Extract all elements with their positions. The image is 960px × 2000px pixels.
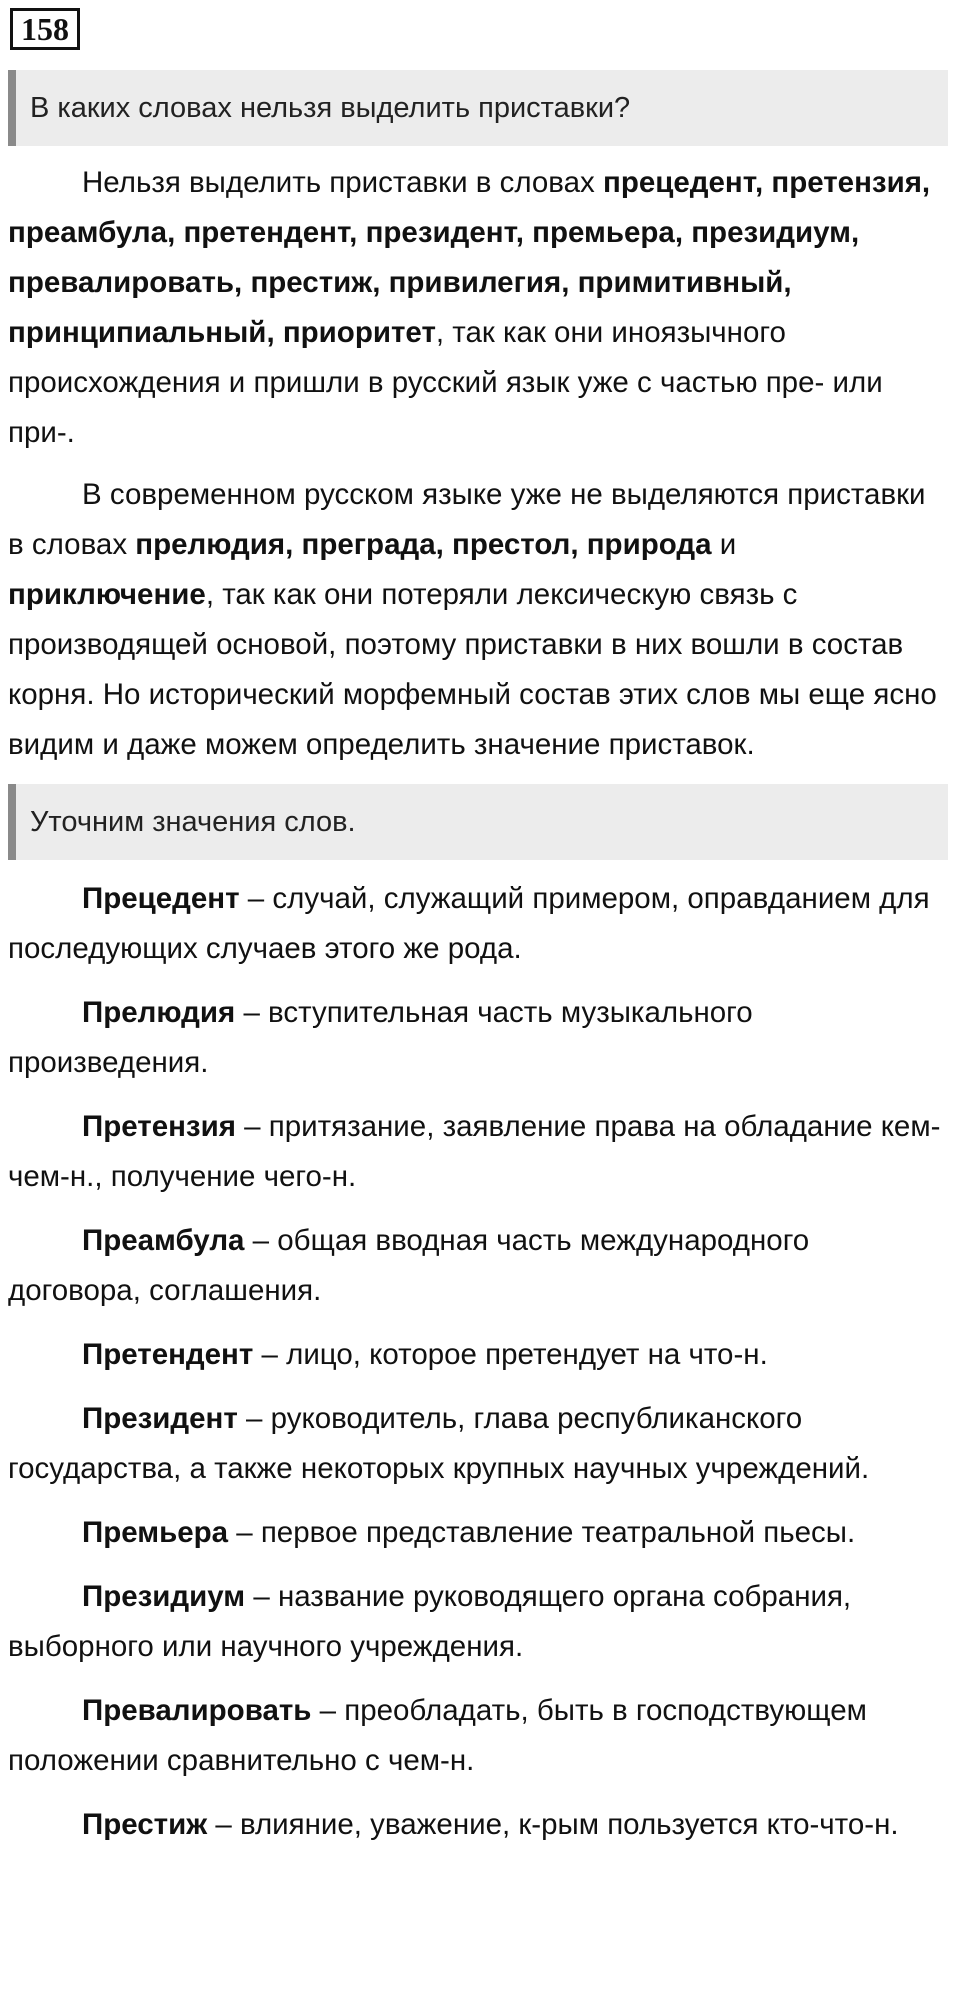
task-number-badge: 158 [10, 8, 80, 50]
definition-item [8, 1216, 948, 1316]
paragraph-2-outro: , так как они потеряли лексическую связь с производящей основой, поэтому приставки в них вошли в состав корня. Но исторический морфемный состав этих слов мы еще ясно видим и даже можем определить значение приставок. [8, 578, 937, 761]
definition-item [8, 1330, 948, 1380]
definition-item [8, 1102, 948, 1202]
definition-text: – влияние, уважение, к-рым пользуется кто-что-н. [207, 1808, 899, 1841]
definition-text: – лицо, которое претендует на что-н. [253, 1338, 768, 1371]
definition-item [8, 1572, 948, 1672]
definition-term: Преамбула [82, 1224, 245, 1257]
paragraph-1-outro: , так как они иноязычного происхождения и пришли в русский язык уже с частью пре- или при-. [8, 316, 883, 449]
paragraph-1-intro: Нельзя выделить приставки в словах [82, 166, 604, 199]
definition-text: – общая вводная часть международного договора, соглашения. [8, 1224, 810, 1307]
paragraph-1 [8, 158, 948, 458]
definition-text: – преобладать, быть в господствующем положении сравнительно с чем-н. [8, 1694, 867, 1777]
definition-term: Президент [82, 1402, 238, 1435]
paragraph-2-intro: В современном русском языке уже не выделяются приставки в словах [8, 478, 926, 561]
definition-text: – первое представление театральной пьесы. [228, 1516, 856, 1549]
definition-item [8, 1508, 948, 1558]
definition-text: – название руководящего органа собрания, выборного или научного учреждения. [8, 1580, 852, 1663]
definitions-list [0, 874, 960, 1850]
definition-item [8, 988, 948, 1088]
definition-term: Претензия [82, 1110, 236, 1143]
definition-item [8, 1394, 948, 1494]
definition-text: – вступительная часть музыкального произведения. [8, 996, 753, 1079]
definition-text: – притязание, заявление права на обладание кем-чем-н., получение чего-н. [8, 1110, 941, 1193]
definition-term: Претендент [82, 1338, 254, 1371]
definition-item [8, 1686, 948, 1786]
definition-term: Премьера [82, 1516, 229, 1549]
question-block-1: В каких словах нельзя выделить приставки? [8, 70, 948, 146]
definition-text: – руководитель, глава республиканского государства, а также некоторых крупных научных учреждений. [8, 1402, 870, 1485]
definition-term: Прелюдия [82, 996, 236, 1029]
definition-item [8, 874, 948, 974]
definition-term: Прецедент [82, 882, 240, 915]
definition-term: Президиум [82, 1580, 246, 1613]
definition-text: – случай, служащий примером, оправданием для последующих случаев этого же рода. [8, 882, 930, 965]
definition-term: Престиж [82, 1808, 208, 1841]
definition-item [8, 1800, 948, 1850]
paragraph-2-and: и [711, 528, 737, 561]
paragraph-2-words-2: приключение [8, 578, 206, 611]
paragraph-2 [8, 470, 948, 770]
definition-term: Превалировать [82, 1694, 312, 1727]
paragraph-2-words-1: прелюдия, преграда, престол, природа [135, 528, 712, 561]
paragraph-1-words: прецедент, претензия, преамбула, претендент, президент, премьера, президиум, превалировать, престиж, привилегия, примитивный, принципиальный, приоритет [8, 166, 931, 349]
question-block-2: Уточним значения слов. [8, 784, 948, 860]
